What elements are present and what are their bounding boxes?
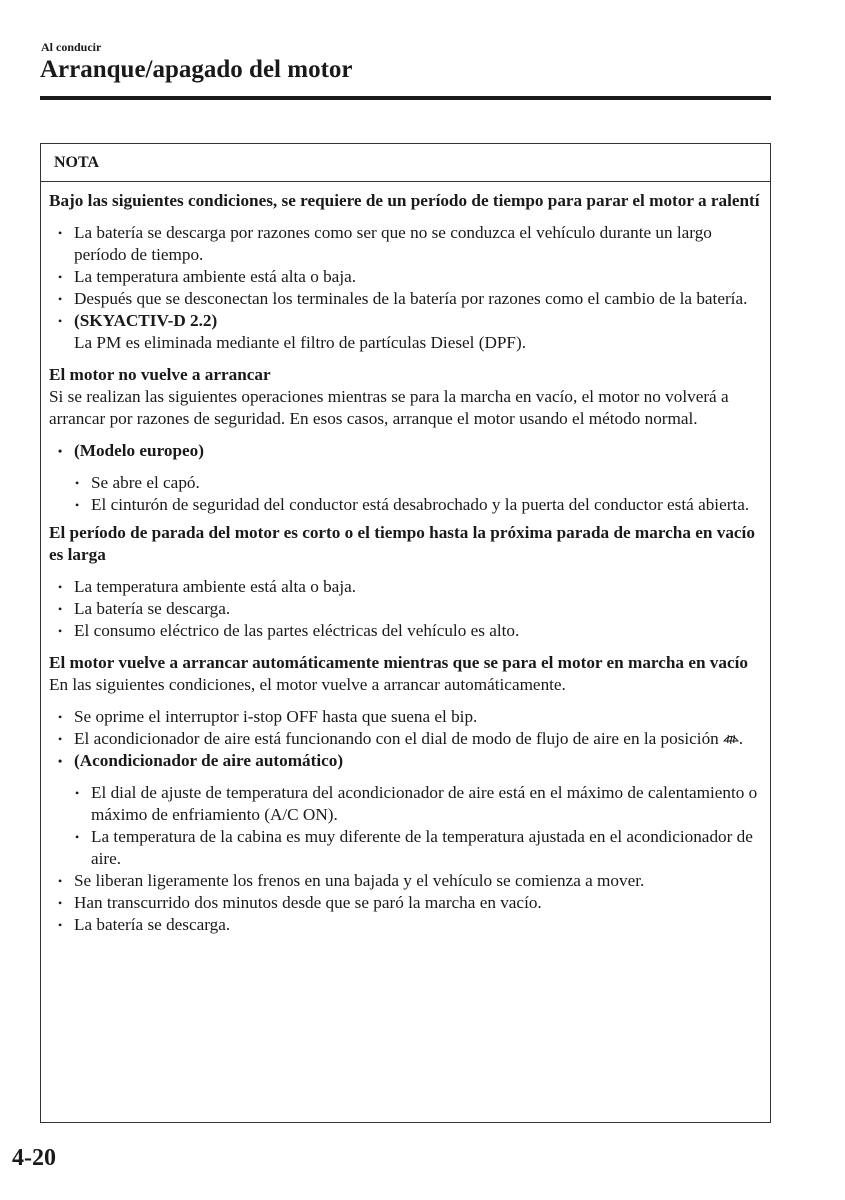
list-item: • (Modelo europeo)	[49, 440, 762, 462]
list-item: • Después que se desconectan los terminales de la batería por razones como el cambio de la batería.	[49, 288, 762, 310]
block4-heading: El motor vuelve a arrancar automáticamente mientras que se para el motor en marcha en vacío	[49, 653, 748, 672]
airflow-text: El acondicionador de aire está funcionando con el dial de modo de flujo de aire en la posición	[74, 729, 719, 748]
page-title: Arranque/apagado del motor	[40, 56, 353, 83]
list-item: • La temperatura de la cabina es muy diferente de la temperatura ajustada en el acondicionador de aire.	[49, 826, 762, 870]
list-item: • (Acondicionador de aire automático)	[49, 750, 762, 772]
list-item: • El consumo eléctrico de las partes eléctricas del vehículo es alto.	[49, 620, 762, 642]
block4-sublist	[49, 782, 762, 870]
list-item: • La batería se descarga.	[49, 914, 762, 936]
note-body	[41, 182, 770, 936]
note-label: NOTA	[41, 144, 770, 182]
skyactiv-label: (SKYACTIV-D 2.2)	[74, 311, 218, 330]
list-item: • Se oprime el interruptor i-stop OFF hasta que suena el bip.	[49, 706, 762, 728]
list-item: • La temperatura ambiente está alta o baja.	[49, 576, 762, 598]
title-rule	[40, 96, 771, 100]
page-number: 4-20	[12, 1145, 56, 1171]
section-label: Al conducir	[41, 40, 102, 54]
list-item: • La batería se descarga por razones como ser que no se conduzca el vehículo durante un largo período de tiempo.	[49, 222, 762, 266]
block2-text: Si se realizan las siguientes operaciones mientras se para la marcha en vacío, el motor no volverá a arrancar por razones de seguridad. En esos casos, arranque el motor usando el método normal.	[49, 387, 729, 428]
list-item: • El cinturón de seguridad del conductor está desabrochado y la puerta del conductor está abierta.	[49, 494, 762, 516]
block4-tail-list	[49, 870, 762, 936]
front-defroster-icon	[723, 730, 739, 746]
airflow-text-end: .	[738, 729, 744, 748]
block4-text: En las siguientes condiciones, el motor vuelve a arrancar automáticamente.	[49, 675, 566, 694]
list-item: • Han transcurrido dos minutos desde que se paró la marcha en vacío.	[49, 892, 762, 914]
list-item	[49, 310, 762, 354]
list-item	[49, 728, 762, 750]
block3-list	[49, 576, 762, 642]
list-item: • Se abre el capó.	[49, 472, 762, 494]
note-box	[40, 143, 771, 1123]
block2-heading: El motor no vuelve a arrancar	[49, 365, 271, 384]
block3-heading: El período de parada del motor es corto o el tiempo hasta la próxima parada de marcha en vacío es larga	[49, 523, 755, 564]
block1-list	[49, 222, 762, 354]
list-item: • La batería se descarga.	[49, 598, 762, 620]
block4-list	[49, 706, 762, 772]
skyactiv-text: La PM es eliminada mediante el filtro de partículas Diesel (DPF).	[74, 333, 527, 352]
block1-heading: Bajo las siguientes condiciones, se requiere de un período de tiempo para parar el motor a ralentí	[49, 191, 760, 210]
block2-list	[49, 440, 762, 462]
list-item: • El dial de ajuste de temperatura del acondicionador de aire está en el máximo de calentamiento o máximo de enfriamiento (A/C ON).	[49, 782, 762, 826]
list-item: • La temperatura ambiente está alta o baja.	[49, 266, 762, 288]
list-item: • Se liberan ligeramente los frenos en una bajada y el vehículo se comienza a mover.	[49, 870, 762, 892]
block2-sublist	[49, 472, 762, 516]
